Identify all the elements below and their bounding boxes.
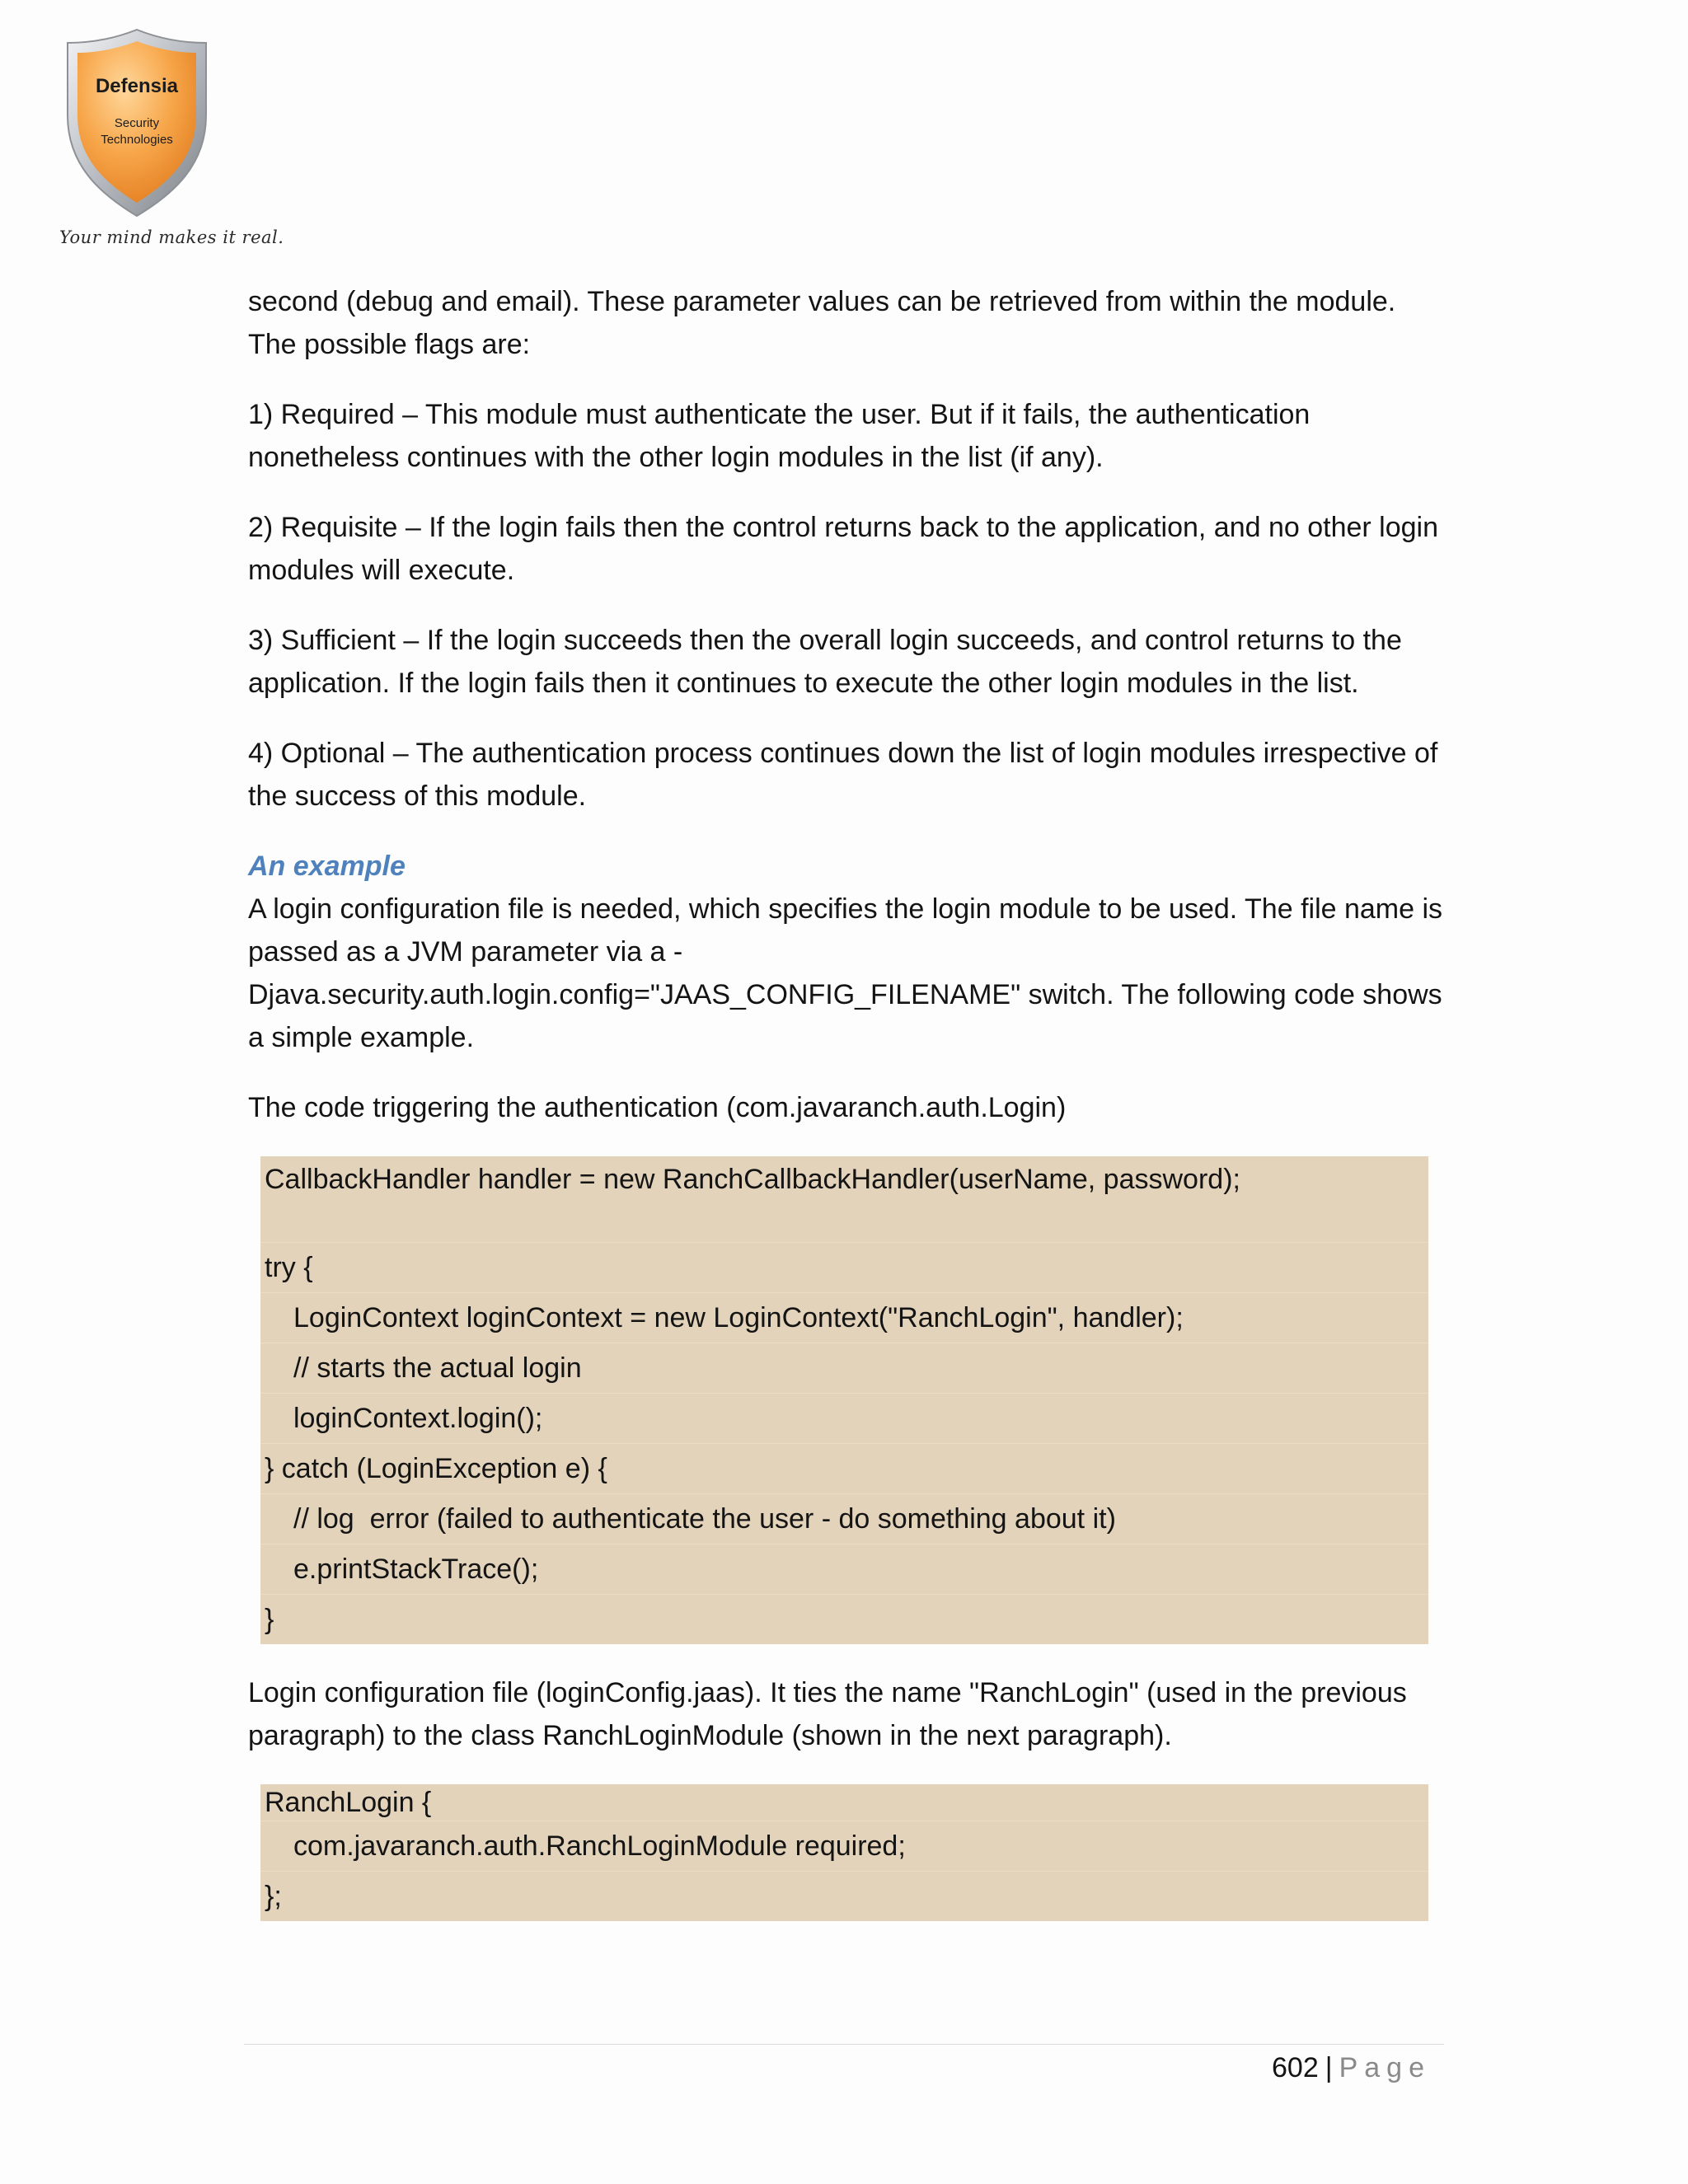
code-line: RanchLogin { (260, 1784, 1428, 1821)
code-line: com.javaranch.auth.RanchLoginModule required; (260, 1821, 1428, 1872)
shield-icon (54, 25, 219, 223)
intro-paragraph: second (debug and email). These parameter values can be retrieved from within the module. The possible flags are: (248, 286, 1396, 360)
footer-divider (244, 2044, 1444, 2045)
example-paragraph-1: A login configuration file is needed, which specifies the login module to be used. The file name is passed as a JVM parameter via a - (248, 893, 1443, 968)
flag-sufficient: 3) Sufficient – If the login succeeds then the overall login succeeds, and control returns to the application. If the login fails then it continues to execute the other login modules in the list. (248, 625, 1402, 699)
svg-text:Defensia: Defensia (95, 75, 179, 97)
page-footer (1272, 2047, 1431, 2088)
svg-text:Security: Security (114, 116, 160, 130)
flag-required: 1) Required – This module must authenticate the user. But if it fails, the authentication nonetheless continues with the other login modules in the list (if any). (248, 399, 1311, 473)
page-label: Page (1339, 2052, 1431, 2083)
company-logo (54, 25, 236, 255)
code-line: LoginContext loginContext = new LoginContext("RanchLogin", handler); (260, 1293, 1428, 1343)
code-line: loginContext.login(); (260, 1394, 1428, 1444)
code-block-config (260, 1784, 1428, 1921)
flag-optional: 4) Optional – The authentication process continues down the list of login modules irrespective of the success of this module. (248, 738, 1438, 812)
code-line: e.printStackTrace(); (260, 1544, 1428, 1595)
code-line: CallbackHandler handler = new RanchCallbackHandler(userName, password); (260, 1156, 1428, 1243)
code-line: // log error (failed to authenticate the user - do something about it) (260, 1494, 1428, 1544)
svg-text:Technologies: Technologies (101, 133, 173, 147)
example-paragraph-2: Djava.security.auth.login.config="JAAS_CONFIG_FILENAME" switch. The following code shows a simple example. (248, 979, 1442, 1053)
flag-requisite: 2) Requisite – If the login fails then the control returns back to the application, and no other login modules will execute. (248, 512, 1439, 586)
page-content (248, 280, 1443, 1948)
code-line: } catch (LoginException e) { (260, 1444, 1428, 1494)
code-line: } (265, 1604, 274, 1635)
code-block-login (260, 1156, 1428, 1644)
footer-separator: | (1325, 2052, 1333, 2083)
code-line: try { (260, 1243, 1428, 1293)
config-intro: Login configuration file (loginConfig.jaas). It ties the name "RanchLogin" (used in the previous paragraph) to the class RanchLoginModule (shown in the next paragraph). (248, 1677, 1407, 1751)
code-intro: The code triggering the authentication (com.javaranch.auth.Login) (248, 1092, 1067, 1123)
page-number: 602 (1272, 2052, 1319, 2083)
logo-tagline: Your mind makes it real. (59, 227, 284, 247)
section-heading: An example (248, 851, 406, 882)
code-line: // starts the actual login (260, 1343, 1428, 1394)
code-line: }; (265, 1881, 282, 1912)
